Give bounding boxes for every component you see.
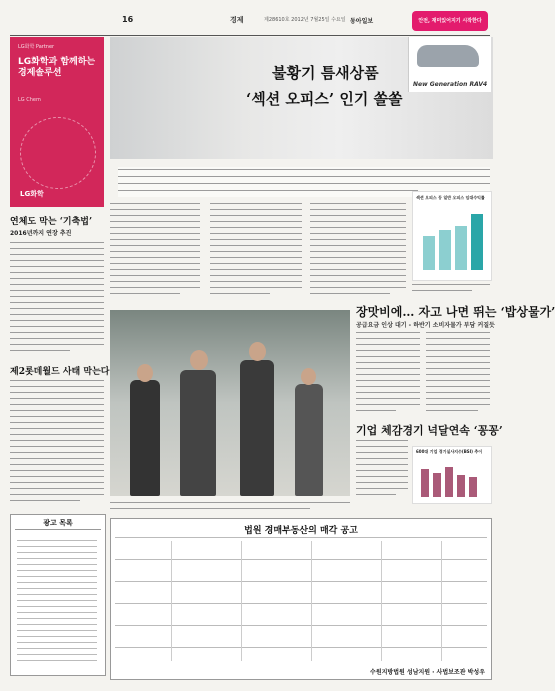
page-number: 16 [122, 15, 134, 24]
lg-ad-headline: LG화학과 함께하는 경제솔루션 [18, 57, 96, 78]
photo-caption [110, 498, 350, 514]
bsi-bar-2 [433, 473, 441, 497]
right-column-top [412, 284, 490, 298]
issue-info: 제28610호 2012년 7월25일 수요일 [264, 17, 346, 23]
yield-chart-title: 섹션 오피스 등 일반 오피스 임대수익률 [416, 195, 485, 200]
header-left-logo-space [10, 12, 104, 32]
right-story-subline: 공급요금 인상 대기 - 하반기 소비자물가 부담 커질듯 [356, 322, 495, 329]
lg-ad-tag: LG화학 Partner [18, 44, 55, 50]
left-column [10, 214, 110, 509]
publication-name: 동아일보 [350, 18, 374, 25]
main-headline-line1: 불황기 틈새상품 [272, 64, 379, 82]
lg-ad-logo: LG화학 [20, 190, 44, 198]
yield-bar-2 [439, 230, 451, 270]
court-ad-footer: 수원지방법원 성남지원 · 사법보조관 박성우 [370, 669, 485, 676]
lg-chem-ad[interactable] [10, 37, 104, 207]
left-headline-2: 제2롯데월드 사태 막는다 [10, 367, 110, 377]
yield-bar-4 [471, 214, 483, 270]
lg-ad-sub: LG Chem [18, 97, 41, 103]
bottom-story-body [356, 440, 408, 502]
bsi-chart [412, 446, 492, 504]
header-divider [10, 35, 490, 36]
bsi-bar-3 [445, 467, 453, 497]
bottom-story-headline: 기업 체감경기 넉달연속 ‘꽁꽁’ [356, 424, 503, 437]
car-ad-caption: New Generation RAV4 [413, 81, 488, 88]
car-icon [417, 45, 479, 67]
promo-pill[interactable]: 안전, 재미있어지기 시작한다 [412, 11, 488, 31]
yield-bar-1 [423, 236, 435, 270]
ad-listing-box [10, 514, 106, 676]
main-headline-line2: ‘섹션 오피스’ 인기 쏠쏠 [246, 90, 403, 108]
middle-columns [110, 203, 406, 303]
story-photo-people [110, 310, 350, 496]
ad-listing-lines [17, 535, 97, 663]
bsi-bar-4 [457, 475, 465, 497]
ad-listing-title: 광고 목록 [43, 518, 73, 527]
right-story-body [356, 332, 490, 416]
car-ad[interactable] [408, 37, 491, 92]
bsi-bar-5 [469, 477, 477, 497]
bsi-chart-title: 600대 기업 경기실사지수(BSI) 추이 [416, 449, 483, 454]
bsi-bar-1 [421, 469, 429, 497]
section-label: 경제 [230, 16, 244, 24]
court-ad-title: 법원 경매부동산의 매각 공고 [244, 526, 358, 536]
left-headline-1: 연체도 막는 ‘기축법’ [10, 217, 93, 227]
yield-chart [412, 191, 492, 281]
left-subheadline-1: 2016년까지 연장 추진 [10, 230, 72, 237]
yield-bar-3 [455, 226, 467, 270]
right-story-headline: 장맛비에… 자고 나면 뛰는 ‘밥상물가’ [356, 305, 555, 319]
court-auction-ad [110, 518, 492, 680]
lg-ad-graphic [20, 117, 96, 189]
